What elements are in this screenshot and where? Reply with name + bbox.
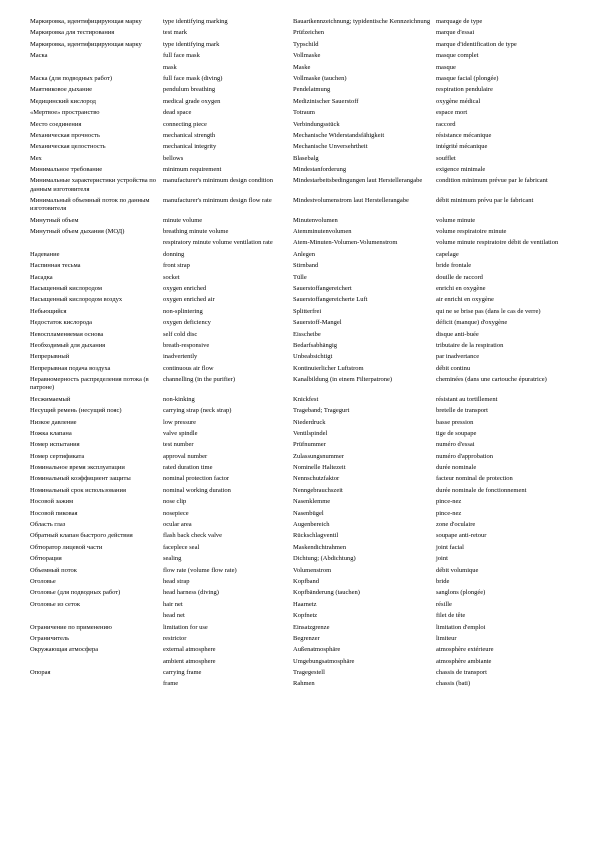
french-term: intégrité mécanique — [436, 143, 488, 151]
table-row — [30, 177, 590, 193]
table-row — [30, 612, 590, 620]
table-row — [30, 197, 590, 213]
english-term: test mark — [163, 29, 188, 37]
table-row — [30, 262, 590, 270]
english-term: limitation for use — [163, 623, 208, 631]
russian-term: Опорая — [30, 669, 51, 677]
german-term: Nasenklemme — [293, 498, 331, 506]
english-term: approval number — [163, 452, 208, 460]
table-row — [30, 419, 590, 427]
russian-term: Насыщенный кислородом воздух — [30, 296, 123, 304]
english-term: hair net — [163, 600, 183, 608]
german-term: Kopfbänderung (tauchen) — [293, 589, 360, 597]
table-row — [30, 132, 590, 140]
russian-term: Оголовье из сеток — [30, 600, 81, 608]
russian-term: Надевание — [30, 250, 60, 258]
english-term: donning — [163, 250, 185, 258]
russian-term: «Мертвое» пространство — [30, 109, 100, 117]
french-term: volume respiratoire minute — [436, 228, 507, 236]
french-term: pince-nez — [436, 498, 462, 506]
glossary-table — [30, 18, 590, 692]
german-term: Nennschutzfaktor — [293, 475, 340, 483]
russian-term: Непрерывный — [30, 353, 70, 361]
english-term: breath-responsive — [163, 341, 210, 349]
russian-term: Неравномерность распределения потока (в патроне) — [30, 376, 149, 392]
russian-term: Механическая целостность — [30, 143, 106, 151]
french-term: durée nominale — [436, 464, 477, 472]
table-row — [30, 578, 590, 586]
english-term: minute volume — [163, 216, 203, 224]
german-term: Tragegestell — [293, 669, 325, 677]
russian-term: Носовой пиковая — [30, 509, 78, 517]
french-term: sanglons (plongée) — [436, 589, 486, 597]
table-row — [30, 52, 590, 60]
german-term: Zulassungsnummer — [293, 452, 344, 460]
english-term: non-splintering — [163, 307, 203, 315]
french-term: marque d'essai — [436, 29, 475, 37]
german-term: Mindestanforderung — [293, 166, 347, 174]
german-term: Einsatzgrenze — [293, 623, 330, 631]
english-term: type identifying mark — [163, 40, 220, 48]
english-term: external atmosphere — [163, 646, 216, 654]
english-term: mechanical integrity — [163, 143, 217, 151]
table-row — [30, 510, 590, 518]
russian-term: Механическая прочность — [30, 131, 100, 139]
table-row — [30, 274, 590, 282]
german-term: Knickfest — [293, 395, 319, 403]
french-term: cheminées (dans une cartouche épuratrice) — [436, 376, 547, 384]
french-term: joint facial — [436, 543, 464, 551]
german-term: Kopfnetz — [293, 612, 318, 620]
english-term: carrying strap (neck strap) — [163, 407, 232, 415]
table-row — [30, 521, 590, 529]
table-row — [30, 487, 590, 495]
english-term: carrying frame — [163, 669, 202, 677]
english-term: mask — [163, 63, 177, 71]
russian-term: Обтюратор лицевой части — [30, 543, 103, 551]
table-row — [30, 365, 590, 373]
french-term: résistant au tortillement — [436, 395, 498, 403]
french-term: numéro d'approbation — [436, 452, 493, 460]
german-term: Ventilspindel — [293, 429, 328, 437]
table-row — [30, 18, 590, 26]
german-term: Mechanische Widerstandsfähigkeit — [293, 131, 385, 139]
german-term: Begrenzer — [293, 634, 320, 642]
english-term: respiratory minute volume ventilation rate — [163, 239, 273, 247]
english-term: restrictor — [163, 634, 187, 642]
german-term: Außenatmosphäre — [293, 646, 341, 654]
russian-term: Номинальный срок использования — [30, 486, 126, 494]
russian-term: Маркировка, идентифицирующая марку — [30, 18, 142, 25]
table-row — [30, 376, 590, 392]
german-term: Prüfnummer — [293, 441, 326, 449]
table-row — [30, 567, 590, 575]
german-term: Rahmen — [293, 680, 315, 688]
french-term: chassis de transport — [436, 669, 487, 677]
english-term: faceplece seal — [163, 543, 200, 551]
table-row — [30, 143, 590, 151]
german-term: Verbindungsstück — [293, 120, 340, 128]
german-term: Nominelle Haltezeit — [293, 464, 346, 472]
german-term: Dichtung; (Abdichtung) — [293, 555, 356, 563]
russian-term: Непрерывная подача воздуха — [30, 364, 111, 372]
table-row — [30, 353, 590, 361]
german-term: Volumenstrom — [293, 566, 332, 574]
table-row — [30, 532, 590, 540]
table-row — [30, 217, 590, 225]
table-row — [30, 635, 590, 643]
table-row — [30, 228, 590, 236]
french-term: tributaire de la respiration — [436, 341, 504, 349]
french-term: volume minute respiratoire débit de ventilation — [436, 239, 559, 247]
russian-term: Носовой зажим — [30, 498, 74, 506]
russian-term: Несжимаемый — [30, 395, 71, 403]
russian-term: Маркировка, идентифицирующая марку — [30, 40, 142, 48]
table-row — [30, 109, 590, 117]
table-row — [30, 544, 590, 552]
french-term: joint — [436, 555, 448, 563]
english-term: oxygen deficiency — [163, 319, 211, 327]
russian-term: Маркировка для тестирования — [30, 29, 115, 37]
german-term: Sauerstoffangereichert — [293, 285, 352, 292]
french-term: débit continu — [436, 364, 471, 372]
french-term: marquage de type — [436, 18, 483, 25]
french-term: masque facial (plongée) — [436, 74, 499, 82]
german-term: Maskendichtrahmen — [293, 543, 347, 551]
english-term: oxygen enriched air — [163, 296, 215, 304]
german-term: Pendelatmung — [293, 86, 331, 94]
english-term: breathing minute volume — [163, 228, 229, 236]
french-term: filet de tête — [436, 612, 466, 620]
table-row — [30, 166, 590, 174]
russian-term: Обратный клапан быстрого действия — [30, 532, 133, 540]
english-term: self cold disc — [163, 330, 198, 338]
english-term: nominal protection factor — [163, 475, 230, 483]
french-term: débit minimum prévu par le fabricant — [436, 197, 534, 205]
russian-term: Невоспламеняемая основа — [30, 330, 104, 338]
french-term: atmosphère ambiante — [436, 657, 492, 665]
table-row — [30, 475, 590, 483]
french-term: déficit (manque) d'oxygène — [436, 319, 508, 327]
table-row — [30, 285, 590, 293]
english-term: minimum requirement — [163, 166, 222, 174]
german-term: Atem-Minuten-Volumen-Volumenstrom — [293, 239, 398, 247]
french-term: résistance mécanique — [436, 131, 492, 139]
english-term: manufacturer's minimum design condition — [163, 177, 274, 185]
table-row — [30, 407, 590, 415]
russian-term: Место соединения — [30, 120, 82, 128]
french-term: bride — [436, 577, 450, 585]
english-term: full face mask (diving) — [163, 74, 223, 82]
russian-term: Ограничение по применению — [30, 623, 112, 631]
german-term: Mindestarbeitsbedingungen laut Herstellerangabe — [293, 177, 423, 185]
german-term: Vollmaske (tauchen) — [293, 74, 347, 82]
german-term: Typschild — [293, 40, 319, 48]
english-term: front strap — [163, 262, 190, 270]
table-row — [30, 41, 590, 49]
table-row — [30, 589, 590, 597]
table-row — [30, 121, 590, 129]
english-term: medical grade oxygen — [163, 97, 221, 105]
russian-term: Номер испытания — [30, 441, 80, 449]
russian-term: Маска — [30, 52, 48, 60]
french-term: atmosphère extérieure — [436, 646, 494, 654]
table-row — [30, 29, 590, 37]
english-term: rated duration time — [163, 464, 213, 472]
english-term: flash back check valve — [163, 532, 223, 540]
german-term: Minutenvolumen — [293, 216, 338, 224]
german-term: Eisscheibe — [293, 330, 321, 338]
german-term: Umgebungsatmosphäre — [293, 657, 355, 665]
english-term: sealing — [163, 555, 182, 563]
french-term: qui ne se brise pas (dans le cas de verre) — [436, 307, 541, 315]
german-term: Kontinuierlicher Luftstrom — [293, 364, 364, 372]
french-term: espace mort — [436, 109, 468, 117]
table-row — [30, 396, 590, 404]
german-term: Kopfband — [293, 577, 319, 585]
french-term: exigence minimale — [436, 166, 486, 174]
table-row — [30, 555, 590, 563]
french-term: pince-nez — [436, 509, 462, 517]
russian-term: Медицинский кислород — [30, 97, 96, 105]
german-term: Nasenbügel — [293, 509, 324, 517]
french-term: douille de raccord — [436, 273, 483, 281]
french-term: bretelle de transport — [436, 407, 488, 415]
german-term: Trageband; Tragegurt — [293, 407, 350, 415]
english-term: frame — [163, 680, 179, 688]
russian-term: Минимальное требование — [30, 166, 103, 174]
german-term: Medizinischer Sauerstoff — [293, 97, 359, 105]
german-term: Sauerstoffangereicherte Luft — [293, 296, 368, 304]
russian-term: Низкое давление — [30, 418, 77, 426]
table-row — [30, 64, 590, 72]
english-term: test number — [163, 441, 194, 449]
french-term: zone d'oculaire — [436, 521, 476, 529]
russian-term: Несущий ремень (несущий пояс) — [30, 407, 122, 415]
french-term: résille — [436, 600, 452, 608]
table-row — [30, 308, 590, 316]
french-term: capelage — [436, 250, 459, 258]
german-term: Mechanische Unversehrtheit — [293, 143, 368, 151]
english-term: manufacturer's minimum design flow rate — [163, 197, 272, 205]
french-term: soupape anti-retour — [436, 532, 487, 540]
table-row — [30, 98, 590, 106]
french-term: chassis (bati) — [436, 680, 471, 688]
russian-term: Оголовье — [30, 577, 56, 585]
table-row — [30, 646, 590, 654]
russian-term: Ножка клапана — [30, 429, 72, 437]
table-row — [30, 464, 590, 472]
german-term: Anlegen — [293, 250, 316, 258]
german-term: Augenbereich — [293, 521, 330, 529]
russian-term: Ограничитель — [30, 634, 70, 642]
english-term: pendulum breathing — [163, 86, 216, 94]
table-row — [30, 239, 590, 247]
german-term: Splitterfrei — [293, 307, 322, 315]
english-term: head harness (diving) — [163, 589, 219, 597]
table-row — [30, 296, 590, 304]
russian-term: Маска (для подводных работ) — [30, 74, 113, 82]
english-term: head net — [163, 612, 185, 620]
russian-term: Обтюрация — [30, 555, 62, 563]
russian-term: Минутный объем дыхания (МОД) — [30, 228, 125, 236]
german-term: Unbeabsichtigt — [293, 353, 333, 361]
german-term: Vollmaske — [293, 52, 321, 60]
english-term: ocular area — [163, 521, 192, 529]
french-term: basse pression — [436, 418, 474, 426]
russian-term: Мех — [30, 154, 42, 162]
english-term: continuous air flow — [163, 364, 214, 372]
french-term: condition minimum prévue par le fabricant — [436, 177, 548, 185]
german-term: Haarnetz — [293, 600, 317, 608]
table-row — [30, 75, 590, 83]
french-term: facteur nominal de protection — [436, 475, 513, 483]
russian-term: Номер сертификата — [30, 452, 85, 460]
english-term: connecting piece — [163, 120, 207, 128]
german-term: Maske — [293, 63, 311, 71]
english-term: nose clip — [163, 498, 187, 506]
french-term: oxygène médical — [436, 97, 481, 105]
german-term: Nenngebrauchszeit — [293, 486, 343, 494]
russian-term: Минимальный объемный поток по данным изготовителя — [30, 197, 150, 213]
russian-term: Номинальный коэффициент защиты — [30, 475, 131, 483]
table-row — [30, 319, 590, 327]
german-term: Bauartkennzeichnung; typidentische Kennzeichnung — [293, 18, 431, 25]
french-term: masque — [436, 63, 456, 71]
table-row — [30, 251, 590, 259]
english-term: nosepiece — [163, 509, 189, 517]
german-term: Stirnband — [293, 262, 319, 270]
french-term: débit volumique — [436, 566, 479, 574]
french-term: volume minute — [436, 216, 476, 224]
russian-term: Небьющийся — [30, 307, 67, 315]
german-term: Blasebalg — [293, 154, 319, 162]
french-term: air enrichi en oxygène — [436, 296, 494, 304]
table-row — [30, 342, 590, 350]
german-term: Bedarfsabhängig — [293, 341, 338, 349]
french-term: limiteur — [436, 634, 457, 642]
french-term: enrichi en oxygène — [436, 285, 486, 292]
table-row — [30, 498, 590, 506]
english-term: nominal working duration — [163, 486, 231, 494]
french-term: marque d'identification de type — [436, 40, 517, 48]
russian-term: Номинальное время эксплуатации — [30, 464, 125, 472]
table-row — [30, 680, 590, 688]
table-row — [30, 331, 590, 339]
german-term: Sauerstoff-Mangel — [293, 319, 342, 327]
russian-term: Оголовье (для подводных работ) — [30, 589, 121, 597]
english-term: full face mask — [163, 52, 200, 60]
table-row — [30, 601, 590, 609]
table-row — [30, 453, 590, 461]
russian-term: Объемный поток — [30, 566, 77, 574]
russian-term: Маятниковое дыхание — [30, 86, 92, 94]
table-row — [30, 669, 590, 677]
french-term: par inadvertance — [436, 353, 480, 361]
german-term: Prüfzeichen — [293, 29, 325, 37]
english-term: non-kinking — [163, 395, 195, 403]
english-term: bellows — [163, 154, 184, 162]
german-term: Tülle — [293, 273, 307, 281]
table-row — [30, 430, 590, 438]
russian-term: Наспинная тесьма — [30, 262, 81, 270]
english-term: dead space — [163, 109, 192, 117]
english-term: valve spindle — [163, 429, 198, 437]
french-term: masque complet — [436, 52, 479, 60]
french-term: raccord — [436, 120, 456, 128]
english-term: mechanical strength — [163, 131, 216, 139]
english-term: low pressure — [163, 418, 197, 426]
french-term: numéro d'essai — [436, 441, 475, 449]
french-term: bride frontale — [436, 262, 472, 270]
french-term: tige de soupape — [436, 429, 477, 437]
english-term: inadvertently — [163, 353, 198, 361]
table-row — [30, 658, 590, 666]
german-term: Niederdruck — [293, 418, 326, 426]
german-term: Atemminutenvolumen — [293, 228, 352, 236]
english-term: oxygen enriched — [163, 285, 207, 292]
german-term: Totraum — [293, 109, 315, 117]
russian-term: Минимальные характеристики устройства по данным изготовителя — [30, 177, 156, 193]
russian-term: Необходимый для дыхания — [30, 341, 106, 349]
english-term: socket — [163, 273, 180, 281]
table-row — [30, 155, 590, 163]
german-term: Kanalbildung (in einem Filterpatrone) — [293, 376, 393, 384]
german-term: Rückschlagventil — [293, 532, 339, 540]
english-term: type identifying marking — [163, 18, 228, 25]
english-term: ambient atmosphere — [163, 657, 216, 665]
english-term: flow rate (volume flow rate) — [163, 566, 237, 574]
french-term: soufflet — [436, 154, 456, 162]
russian-term: Область глаз — [30, 521, 66, 529]
english-term: head strap — [163, 577, 190, 585]
russian-term: Минутный объем — [30, 216, 79, 224]
french-term: limitation d'emploi — [436, 623, 486, 631]
table-row — [30, 441, 590, 449]
russian-term: Окружающая атмосфера — [30, 646, 99, 654]
english-term: channelling (in the purifier) — [163, 376, 236, 384]
french-term: respiration pendulaire — [436, 86, 493, 94]
russian-term: Недостаток кислорода — [30, 319, 93, 327]
russian-term: Насыщенный кислородом — [30, 285, 103, 292]
russian-term: Насадка — [30, 273, 53, 281]
table-row — [30, 624, 590, 632]
german-term: Mindestvolumenstrom laut Herstellerangabe — [293, 197, 409, 205]
french-term: disque anti-buée — [436, 330, 479, 338]
table-row — [30, 86, 590, 94]
french-term: durée nominale de fonctionnement — [436, 486, 527, 494]
